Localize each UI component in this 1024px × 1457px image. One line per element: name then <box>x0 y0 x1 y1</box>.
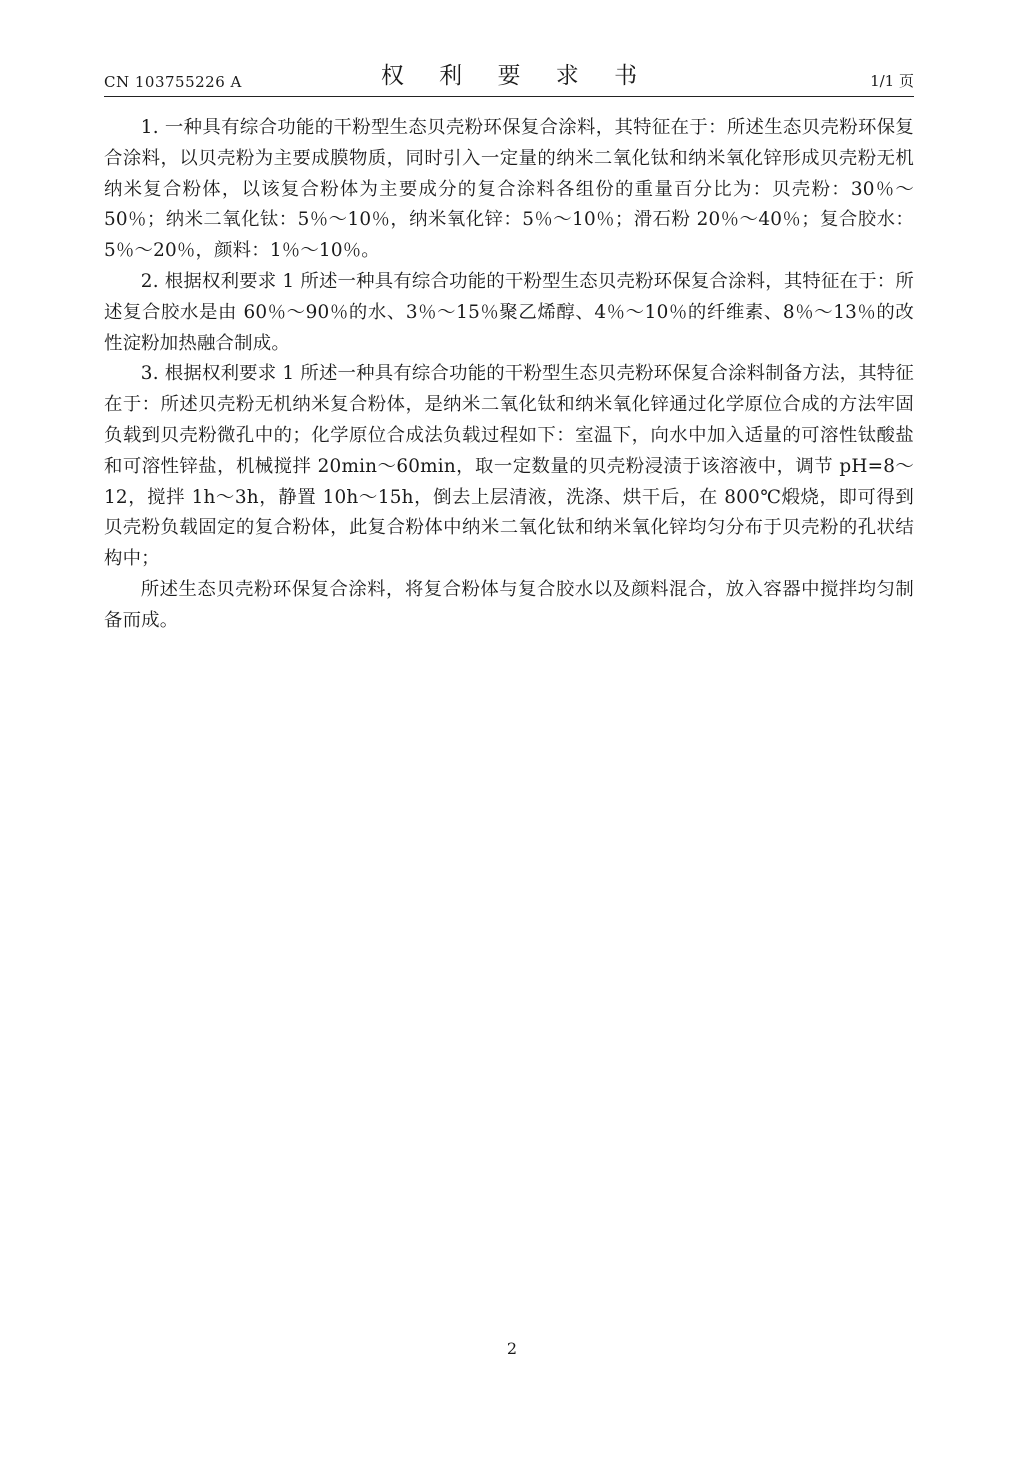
page-header <box>104 60 914 97</box>
claim-3: 3. 根据权利要求 1 所述一种具有综合功能的干粉型生态贝壳粉环保复合涂料制备方法，其特征在于：所述贝壳粉无机纳米复合粉体，是纳米二氧化钛和纳米氧化锌通过化学原位合成的方法牢固负载到贝壳粉微孔中的；化学原位合成法负载过程如下：室温下，向水中加入适量的可溶性钛酸盐和可溶性锌盐，机械搅拌 20min～60min，取一定数量的贝壳粉浸渍于该溶液中，调节 pH=8～12，搅拌 1h～3h，静置 10h～15h，倒去上层清液，洗涤、烘干后，在 800℃煅烧，即可得到贝壳粉负载固定的复合粉体，此复合粉体中纳米二氧化钛和纳米氧化锌均匀分布于贝壳粉的孔状结构中； <box>104 363 914 570</box>
claim-2: 2. 根据权利要求 1 所述一种具有综合功能的干粉型生态贝壳粉环保复合涂料，其特征在于：所述复合胶水是由 60％～90％的水、3％～15％聚乙烯醇、4％～10％的纤维素、8％～13％的改性淀粉加热融合制成。 <box>104 270 914 354</box>
page-info: 1/1 页 <box>870 72 914 90</box>
publication-number: CN 103755226 A <box>104 73 242 91</box>
document-title: 权 利 要 求 书 <box>380 63 652 89</box>
claim-1: 1. 一种具有综合功能的干粉型生态贝壳粉环保复合涂料，其特征在于：所述生态贝壳粉环保复合涂料，以贝壳粉为主要成膜物质，同时引入一定量的纳米二氧化钛和纳米氧化锌形成贝壳粉无机纳米复合粉体，以该复合粉体为主要成分的复合涂料各组份的重量百分比为：贝壳粉：30％～50％；纳米二氧化钛：5％～10％，纳米氧化锌：5％～10％；滑石粉 20％～40％；复合胶水：5％～20％，颜料：1％～10％。 <box>104 117 914 262</box>
page-number: 2 <box>506 1339 518 1358</box>
claim-3-continuation: 所述生态贝壳粉环保复合涂料，将复合粉体与复合胶水以及颜料混合，放入容器中搅拌均匀制备而成。 <box>104 578 914 631</box>
claims-body <box>104 113 914 637</box>
